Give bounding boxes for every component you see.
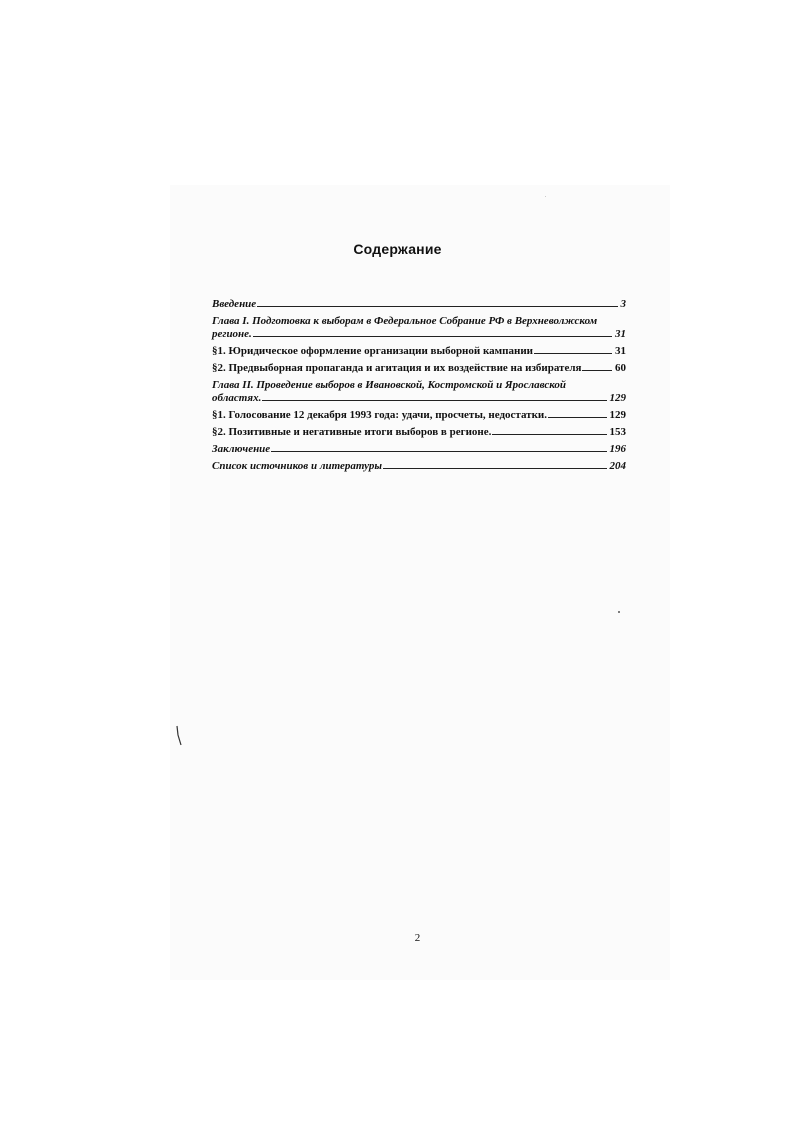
toc-entry-label: Список источников и литературы <box>212 460 383 472</box>
toc-page-number: 31 <box>615 328 626 340</box>
dot-leader <box>492 434 606 435</box>
toc-entry-chapter-2-section-1[interactable] <box>212 409 626 422</box>
toc-page-number: 129 <box>609 409 626 421</box>
dot-leader <box>582 370 612 371</box>
toc-entry-label: Введение <box>212 298 257 310</box>
toc-entry-conclusion[interactable] <box>212 443 626 456</box>
dot-leader <box>548 417 606 418</box>
scan-speck <box>618 611 620 613</box>
dot-leader <box>271 451 606 452</box>
toc-page-number: 60 <box>615 362 626 374</box>
page-title: Содержание <box>353 241 442 257</box>
dot-leader <box>257 306 617 307</box>
toc-page-number: 153 <box>609 426 626 438</box>
page-number: 2 <box>414 932 421 944</box>
toc-entry-chapter-1-section-1[interactable] <box>212 345 626 358</box>
toc-entry-label-continued: областях. <box>212 392 262 404</box>
toc-entry-chapter-2[interactable] <box>212 379 626 405</box>
toc-page-number: 31 <box>615 345 626 357</box>
toc-entry-chapter-2-section-2[interactable] <box>212 426 626 439</box>
scan-speck <box>545 196 546 197</box>
dot-leader <box>383 468 606 469</box>
toc-entry-label: Заключение <box>212 443 271 455</box>
toc-entry-label-continued: регионе. <box>212 328 252 340</box>
scan-mark-icon <box>176 725 182 747</box>
toc-entry-introduction[interactable] <box>212 298 626 311</box>
toc-entry-label: §1. Юридическое оформление организации выборной кампании <box>212 345 534 357</box>
table-of-contents <box>212 298 626 477</box>
toc-entry-label: Глава II. Проведение выборов в Ивановской, Костромской и Ярославской <box>212 379 567 391</box>
dot-leader <box>534 353 612 354</box>
toc-page-number: 129 <box>609 392 626 404</box>
toc-entry-bibliography[interactable] <box>212 460 626 473</box>
toc-entry-chapter-1[interactable] <box>212 315 626 341</box>
dot-leader <box>262 400 606 401</box>
toc-entry-label: §2. Предвыборная пропаганда и агитация и их воздействие на избирателя <box>212 362 582 374</box>
toc-page-number: 196 <box>609 443 626 455</box>
toc-entry-chapter-1-section-2[interactable] <box>212 362 626 375</box>
toc-entry-label: §2. Позитивные и негативные итоги выборов в регионе. <box>212 426 492 438</box>
toc-entry-label: Глава I. Подготовка к выборам в Федеральное Собрание РФ в Верхневолжском <box>212 315 598 327</box>
toc-page-number: 204 <box>609 460 626 472</box>
toc-page-number: 3 <box>620 298 626 310</box>
dot-leader <box>253 336 612 337</box>
toc-entry-label: §1. Голосование 12 декабря 1993 года: удачи, просчеты, недостатки. <box>212 409 548 421</box>
